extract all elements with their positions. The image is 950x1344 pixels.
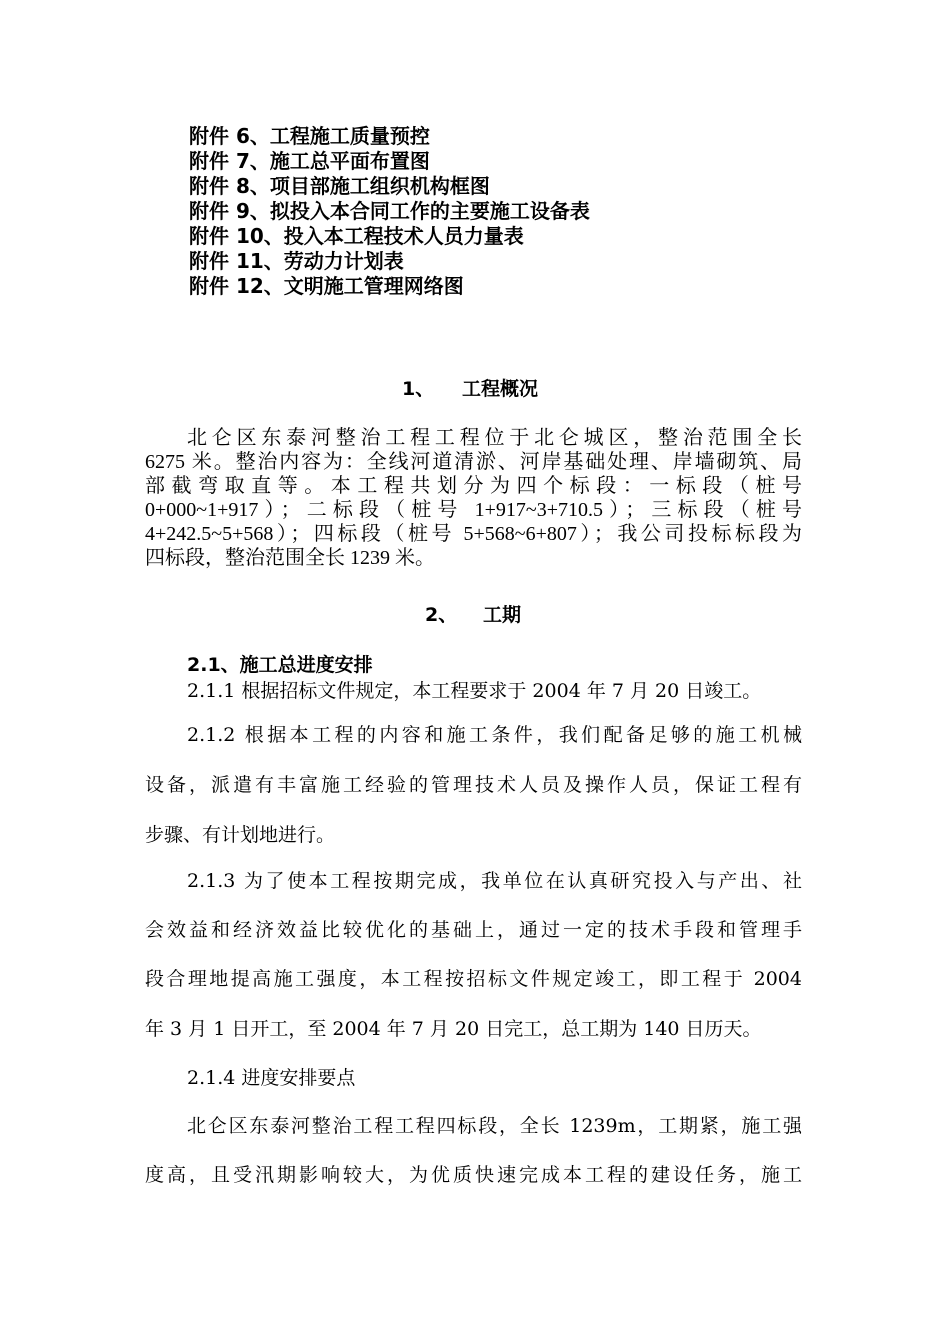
overview-line: 北仑区东泰河整治工程工程位于北仑城区，整治范围全长 [187, 427, 802, 449]
attachment-item: 附件 10、投入本工程技术人员力量表 [189, 224, 524, 248]
paragraph-2-1-2-line: 步骤、有计划地进行。 [145, 824, 336, 846]
overview-line: 4+242.5~5+568）；四标段（桩号 5+568~6+807）；我公司投标标段为 [145, 523, 802, 545]
subsection-heading: 2.1、施工总进度安排 [187, 654, 373, 676]
paragraph-2-1-4-line: 北仑区东泰河整治工程工程四标段，全长 1239m，工期紧，施工强 [187, 1115, 802, 1137]
paragraph-2-1-3-line: 年 3 月 1 日开工，至 2004 年 7 月 20 日完工，总工期为 140 日历天。 [145, 1018, 762, 1040]
overview-line: 6275 米。整治内容为：全线河道清淤、河岸基础处理、岸墙砌筑、局 [145, 451, 802, 473]
paragraph-2-1-3-line: 2.1.3 为了使本工程按期完成，我单位在认真研究投入与产出、社 [187, 870, 802, 892]
attachment-item: 附件 8、项目部施工组织机构框图 [189, 174, 490, 198]
attachment-item: 附件 6、工程施工质量预控 [189, 124, 430, 148]
paragraph-2-1-4-title: 2.1.4 进度安排要点 [187, 1067, 356, 1089]
section1-title: 工程概况 [462, 378, 539, 400]
paragraph-2-1-3-line: 会效益和经济效益比较优化的基础上，通过一定的技术手段和管理手 [145, 919, 802, 941]
paragraph-2-1-3-line: 段合理地提高施工强度，本工程按招标文件规定竣工，即工程于 2004 [145, 968, 802, 990]
overview-line: 0+000~1+917）；二标段（桩号 1+917~3+710.5）；三标段（桩号 [145, 499, 802, 521]
overview-line: 部截弯取直等。本工程共划分为四个标段：一标段（桩号 [145, 475, 802, 497]
attachment-item: 附件 12、文明施工管理网络图 [189, 274, 464, 298]
section2-title: 工期 [483, 604, 522, 626]
attachment-item: 附件 9、拟投入本合同工作的主要施工设备表 [189, 199, 590, 223]
overview-paragraph [145, 426, 802, 570]
overview-line: 四标段，整治范围全长 1239 米。 [145, 547, 435, 569]
section2-number: 2、 [425, 604, 458, 626]
paragraph-2-1-4-line: 度高，且受汛期影响较大，为优质快速完成本工程的建设任务，施工 [145, 1164, 802, 1186]
paragraph-2-1-2-line: 设备，派遣有丰富施工经验的管理技术人员及操作人员，保证工程有 [145, 774, 802, 796]
attachment-item: 附件 7、施工总平面布置图 [189, 149, 430, 173]
attachment-item: 附件 11、劳动力计划表 [189, 249, 404, 273]
paragraph-2-1-2-line: 2.1.2 根据本工程的内容和施工条件，我们配备足够的施工机械 [187, 724, 802, 746]
section1-number: 1、 [402, 378, 435, 400]
paragraph-2-1-1: 2.1.1 根据招标文件规定，本工程要求于 2004 年 7 月 20 日竣工。 [187, 680, 762, 702]
